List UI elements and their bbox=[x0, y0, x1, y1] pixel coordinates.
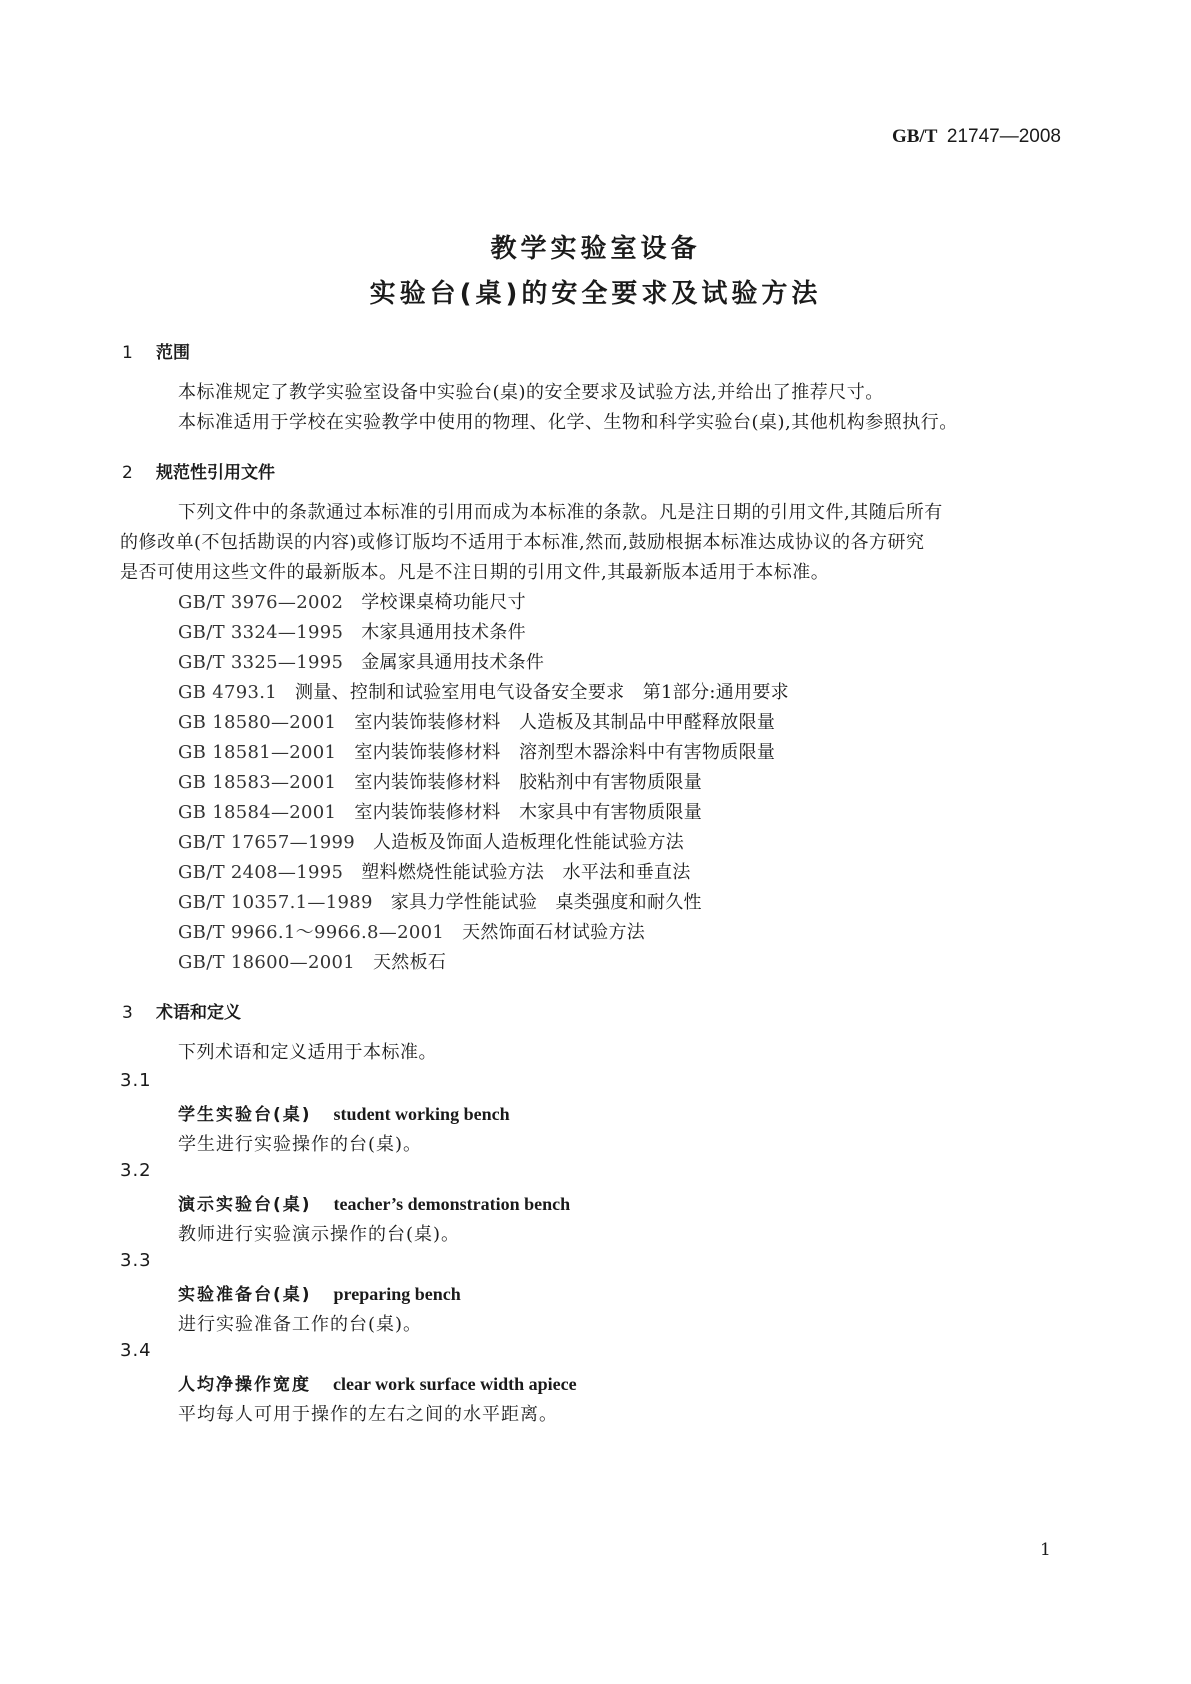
references-intro-line-2: 的修改单(不包括勘误的内容)或修订版均不适用于本标准,然而,鼓励根据本标准达成协议的各方研究 bbox=[120, 532, 925, 553]
clause-number: 3.4 bbox=[120, 1340, 152, 1361]
term-en: teacher’s demonstration bench bbox=[333, 1194, 571, 1214]
reference-code: GB/T 10357.1—1989 bbox=[178, 892, 373, 913]
reference-code: GB/T 18600—2001 bbox=[178, 952, 355, 973]
reference-title: 室内装饰装修材料 人造板及其制品中甲醛释放限量 bbox=[354, 712, 776, 733]
reference-code: GB/T 9966.1～9966.8—2001 bbox=[178, 922, 445, 943]
term-entry bbox=[178, 1190, 570, 1215]
term-en: student working bench bbox=[333, 1104, 510, 1124]
reference-item bbox=[178, 648, 544, 674]
section-title: 术语和定义 bbox=[156, 1003, 241, 1023]
reference-code: GB 18584—2001 bbox=[178, 802, 337, 823]
term-zh: 实验准备台(桌) bbox=[178, 1285, 312, 1305]
term-definition: 教师进行实验演示操作的台(桌)。 bbox=[178, 1224, 461, 1245]
term-en: clear work surface width apiece bbox=[333, 1374, 577, 1394]
standard-code: 21747—2008 bbox=[946, 126, 1061, 147]
reference-title: 测量、控制和试验室用电气设备安全要求 第1部分:通用要求 bbox=[295, 682, 789, 703]
references-intro-line-3: 是否可使用这些文件的最新版本。凡是不注日期的引用文件,其最新版本适用于本标准。 bbox=[120, 562, 830, 583]
section-title: 范围 bbox=[156, 343, 190, 363]
clause-number: 3.2 bbox=[120, 1160, 152, 1181]
reference-code: GB 4793.1 bbox=[178, 682, 278, 703]
reference-item bbox=[178, 948, 446, 974]
reference-code: GB 18581—2001 bbox=[178, 742, 337, 763]
term-en: preparing bench bbox=[333, 1284, 461, 1304]
term-definition: 平均每人可用于操作的左右之间的水平距离。 bbox=[178, 1404, 558, 1425]
section-heading-scope bbox=[122, 338, 190, 363]
reference-item bbox=[178, 588, 526, 614]
reference-title: 室内装饰装修材料 木家具中有害物质限量 bbox=[354, 802, 703, 823]
reference-title: 木家具通用技术条件 bbox=[361, 622, 526, 643]
reference-item bbox=[178, 798, 702, 824]
reference-item bbox=[178, 768, 702, 794]
reference-item bbox=[178, 678, 789, 704]
reference-code: GB/T 3324—1995 bbox=[178, 622, 344, 643]
term-definition: 进行实验准备工作的台(桌)。 bbox=[178, 1314, 423, 1335]
references-intro-line-1: 下列文件中的条款通过本标准的引用而成为本标准的条款。凡是注日期的引用文件,其随后所有 bbox=[178, 502, 943, 523]
term-zh: 人均净操作宽度 bbox=[178, 1375, 311, 1395]
reference-title: 天然板石 bbox=[372, 952, 447, 973]
reference-code: GB 18583—2001 bbox=[178, 772, 337, 793]
term-zh: 演示实验台(桌) bbox=[178, 1195, 312, 1215]
reference-title: 金属家具通用技术条件 bbox=[361, 652, 545, 673]
term-entry bbox=[178, 1280, 461, 1305]
reference-title: 室内装饰装修材料 胶粘剂中有害物质限量 bbox=[354, 772, 703, 793]
reference-title: 家具力学性能试验 桌类强度和耐久性 bbox=[390, 892, 702, 913]
scope-paragraph-1: 本标准规定了教学实验室设备中实验台(桌)的安全要求及试验方法,并给出了推荐尺寸。 bbox=[178, 382, 884, 403]
section-number: 3 bbox=[122, 1003, 133, 1023]
reference-title: 室内装饰装修材料 溶剂型木器涂料中有害物质限量 bbox=[354, 742, 776, 763]
terms-intro: 下列术语和定义适用于本标准。 bbox=[178, 1042, 437, 1063]
term-entry bbox=[178, 1370, 577, 1395]
standard-prefix: GB/T bbox=[891, 126, 938, 147]
reference-item bbox=[178, 618, 526, 644]
clause-number: 3.3 bbox=[120, 1250, 152, 1271]
clause-number: 3.1 bbox=[120, 1070, 152, 1091]
reference-item bbox=[178, 888, 702, 914]
term-definition: 学生进行实验操作的台(桌)。 bbox=[178, 1134, 423, 1155]
section-heading-normative-references bbox=[122, 458, 275, 483]
reference-title: 学校课桌椅功能尺寸 bbox=[361, 592, 526, 613]
reference-code: GB 18580—2001 bbox=[178, 712, 337, 733]
reference-item bbox=[178, 918, 645, 944]
reference-code: GB/T 3976—2002 bbox=[178, 592, 344, 613]
document-title-line-2: 实验台(桌)的安全要求及试验方法 bbox=[369, 279, 822, 309]
section-number: 1 bbox=[122, 343, 133, 363]
page-number: 1 bbox=[1040, 1540, 1051, 1560]
reference-item bbox=[178, 858, 691, 884]
scope-paragraph-2: 本标准适用于学校在实验教学中使用的物理、化学、生物和科学实验台(桌),其他机构参照执行。 bbox=[178, 412, 958, 433]
reference-item bbox=[178, 828, 684, 854]
section-heading-terms-definitions bbox=[122, 998, 241, 1023]
reference-item bbox=[178, 738, 775, 764]
standard-number bbox=[892, 126, 1061, 148]
reference-title: 人造板及饰面人造板理化性能试验方法 bbox=[372, 832, 685, 853]
reference-title: 塑料燃烧性能试验方法 水平法和垂直法 bbox=[361, 862, 691, 883]
term-zh: 学生实验台(桌) bbox=[178, 1105, 312, 1125]
reference-code: GB/T 2408—1995 bbox=[178, 862, 344, 883]
term-entry bbox=[178, 1100, 510, 1125]
reference-title: 天然饰面石材试验方法 bbox=[462, 922, 646, 943]
document-title-line-1: 教学实验室设备 bbox=[490, 234, 701, 264]
section-number: 2 bbox=[122, 463, 133, 483]
section-title: 规范性引用文件 bbox=[156, 463, 275, 483]
reference-code: GB/T 17657—1999 bbox=[178, 832, 355, 853]
reference-item bbox=[178, 708, 775, 734]
reference-code: GB/T 3325—1995 bbox=[178, 652, 344, 673]
